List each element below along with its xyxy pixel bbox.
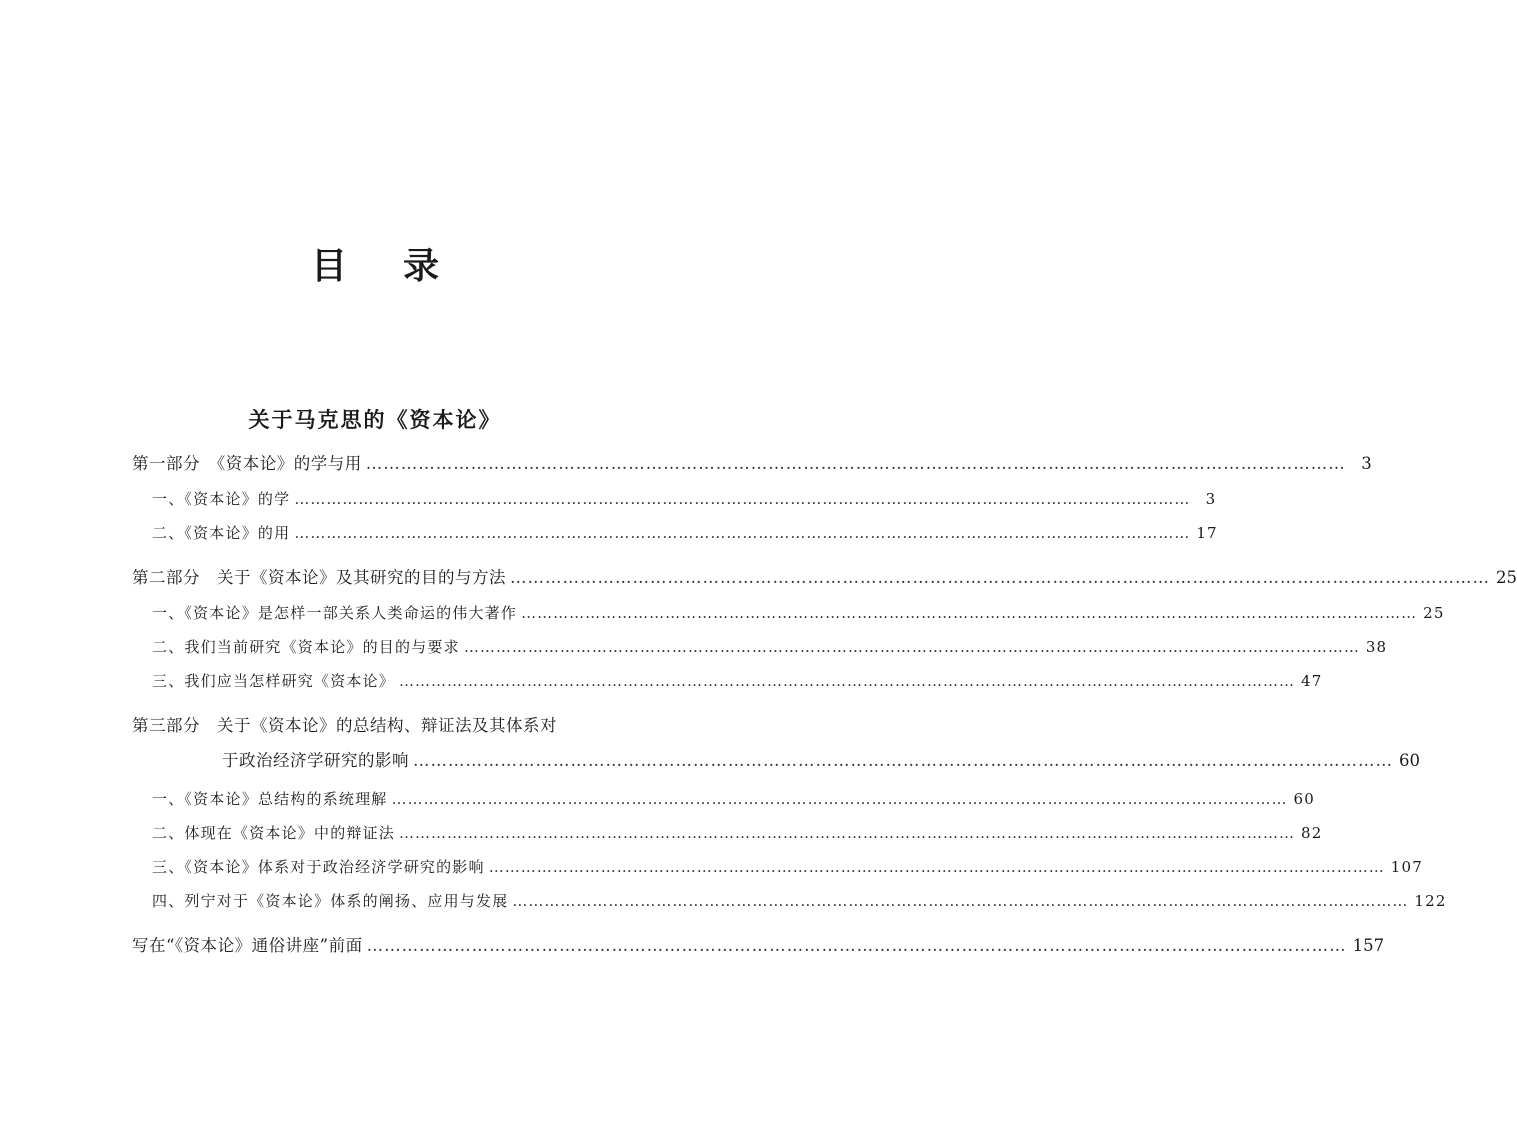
toc-entry-label: 三、《资本论》体系对于政治经济学研究的影响 (152, 858, 485, 876)
toc-entry-label: 写在“《资本论》通俗讲座”前面 (132, 936, 363, 955)
toc-entry-3-2[interactable] (152, 821, 1323, 845)
toc-entry-2-1[interactable] (152, 601, 1445, 625)
toc-part-1[interactable] (132, 452, 1372, 476)
toc-entry-3-1[interactable] (152, 787, 1316, 811)
toc-entry-1-2[interactable] (152, 521, 1218, 545)
toc-appendix[interactable] (132, 934, 1385, 958)
book-subtitle: 关于马克思的《资本论》 (248, 408, 502, 432)
toc-page-number: 47 (1301, 672, 1323, 690)
toc-entry-label: 于政治经济学研究的影响 (222, 751, 409, 770)
leader-dots: …………………………………………………………………………………………………………………………………………………… (488, 858, 1385, 876)
toc-part-2[interactable] (132, 566, 1517, 590)
toc-page-number: 17 (1196, 524, 1218, 542)
page-title: 目录 (310, 246, 495, 287)
toc-page-number: 3 (1205, 490, 1217, 508)
toc-page-number: 107 (1390, 858, 1423, 876)
leader-dots: …………………………………………………………………………………………………………………………………………………… (521, 604, 1418, 622)
toc-entry-2-3[interactable] (152, 669, 1323, 693)
toc-page-number: 60 (1293, 790, 1316, 808)
leader-dots: …………………………………………………………………………………………………………………………………………………… (399, 824, 1296, 842)
leader-dots: …………………………………………………………………………………………………………………………………………………… (413, 751, 1393, 770)
toc-page-number: 82 (1301, 824, 1323, 842)
toc-entry-label: 四、列宁对于《资本论》体系的阐扬、应用与发展 (152, 892, 509, 910)
toc-entry-label: 二、体现在《资本论》中的辩证法 (152, 824, 396, 842)
toc-part-3-line-1[interactable]: 第三部分 关于《资本论》的总结构、辩证法及其体系对 (132, 716, 557, 735)
toc-entry-3-3[interactable] (152, 855, 1423, 879)
leader-dots: …………………………………………………………………………………………………………………………………………………… (399, 672, 1296, 690)
toc-page-number: 25 (1496, 568, 1517, 587)
leader-dots: …………………………………………………………………………………………………………………………………………………… (510, 568, 1490, 587)
toc-page-number: 25 (1423, 604, 1445, 622)
toc-entry-label: 三、我们应当怎样研究《资本论》 (152, 672, 396, 690)
leader-dots: …………………………………………………………………………………………………………………………………………………… (365, 454, 1346, 473)
toc-entry-label: 一、《资本论》总结构的系统理解 (152, 790, 388, 808)
toc-entry-2-2[interactable] (152, 635, 1388, 659)
leader-dots: …………………………………………………………………………………………………………………………………………………… (391, 790, 1288, 808)
leader-dots: …………………………………………………………………………………………………………………………………………………… (463, 638, 1360, 656)
toc-entry-label: 二、《资本论》的用 (152, 524, 291, 542)
toc-page-number: 122 (1414, 892, 1447, 910)
toc-entry-label: 一、《资本论》的学 (152, 490, 291, 508)
leader-dots: …………………………………………………………………………………………………………………………………………………… (294, 524, 1191, 542)
toc-page-number: 157 (1352, 936, 1385, 955)
toc-entry-label: 第二部分 关于《资本论》及其研究的目的与方法 (132, 568, 506, 587)
toc-page-number: 60 (1399, 751, 1420, 770)
leader-dots: …………………………………………………………………………………………………………………………………………………… (512, 892, 1409, 910)
toc-entry-label: 二、我们当前研究《资本论》的目的与要求 (152, 638, 460, 656)
leader-dots: …………………………………………………………………………………………………………………………………………………… (366, 936, 1347, 955)
toc-page-number: 3 (1361, 454, 1372, 473)
toc-page-number: 38 (1365, 638, 1388, 656)
toc-part-3[interactable] (222, 749, 1420, 773)
toc-entry-label: 第一部分 《资本论》的学与用 (132, 454, 362, 473)
toc-entry-1-1[interactable] (152, 487, 1217, 511)
toc-entry-label: 一、《资本论》是怎样一部关系人类命运的伟大著作 (152, 604, 518, 622)
leader-dots: …………………………………………………………………………………………………………………………………………………… (294, 490, 1191, 508)
toc-entry-3-4[interactable] (152, 889, 1447, 913)
